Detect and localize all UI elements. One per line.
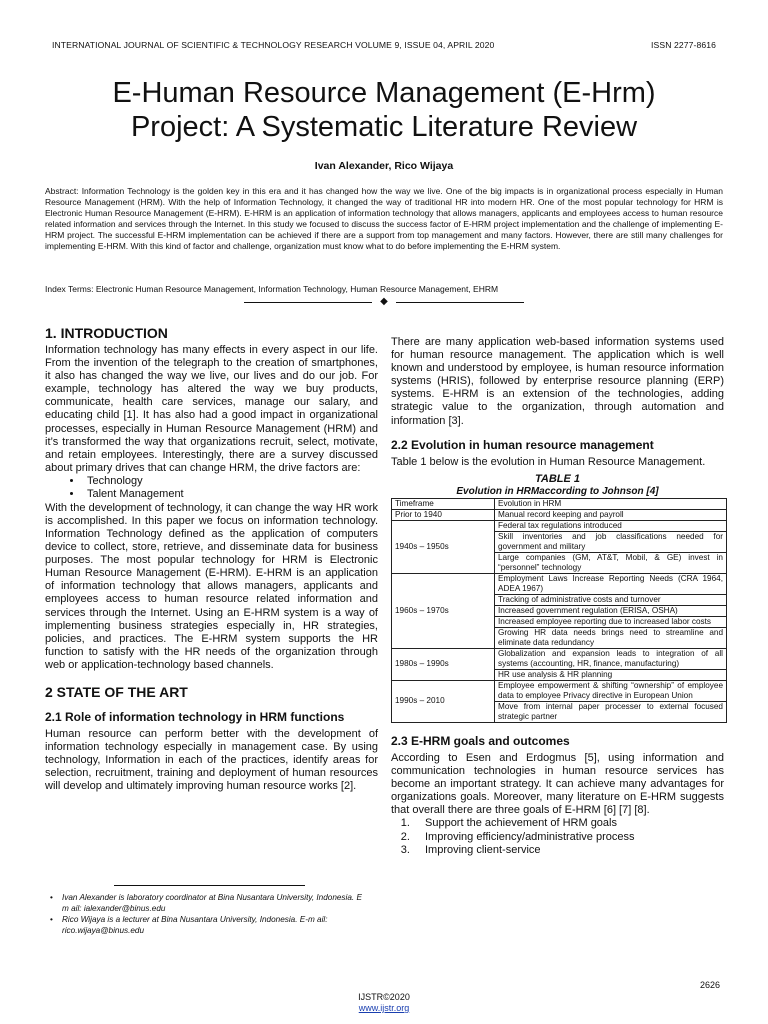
- column-header: Timeframe: [392, 498, 495, 509]
- section-2-heading: 2 STATE OF THE ART: [45, 683, 188, 700]
- evolution-cell: Move from internal paper processer to external focused strategic partner: [495, 701, 727, 722]
- table-row: [392, 680, 727, 701]
- copyright: IJSTR©2020: [358, 992, 410, 1002]
- section-1-heading: 1. INTRODUCTION: [45, 325, 168, 341]
- paper-title: [40, 76, 728, 144]
- table-row: [392, 573, 727, 594]
- diamond-icon: ◆: [380, 296, 388, 307]
- page-number: 2626: [700, 980, 721, 990]
- list-item: 1. Support the achievement of HRM goals: [413, 817, 724, 830]
- subsection-2-2-paragraph: Table 1 below is the evolution in Human Resource Management.: [391, 455, 706, 468]
- evolution-cell: Tracking of administrative costs and turnover: [495, 594, 727, 605]
- footnote: [48, 893, 370, 914]
- evolution-cell: HR use analysis & HR planning: [495, 669, 727, 680]
- evolution-cell: Federal tax regulations introduced: [495, 520, 727, 531]
- section-divider: [0, 297, 768, 307]
- table-row: [392, 520, 727, 531]
- evolution-cell: Increased employee reporting due to increased labor costs: [495, 616, 727, 627]
- abstract: Abstract: Information Technology is the golden key in this era and it has changed how the way we live. One of the big impacts is in organizational process especially in Human Resource Management (HRM). With the help of Information Technology, it changed the way of traditional HR into modern HR. One of the most popular technology for HRM is Electronic Human Resource Management (E-HRM). E-HRM is an application of information technology that allows managers, applicants and employees access to human resource related information and services through the Internet. In this study we focused to discuss the success factor of E-HRM project implementation and the challenge of implementing E-HRM project. The successful E-HRM implementation can be achieved if there are a support from top management and many factors. However, there are still many challenges for implementing E-HRM. With this kind of factor and challenge, organization must know what to do before implementing the E-HRM system.: [45, 186, 723, 251]
- footnote-text: Rico Wijaya is a lecturer at Bina Nusantara University, Indonesia. E-m ail: rico.wijaya@binus.edu: [62, 915, 328, 935]
- subsection-2-1-paragraph: Human resource can perform better with the development of information technology especially in management case. By using technology, Information in each of the practices, identify areas for selection, recruitment, training and deployment of human resources will develop and ultimately improving human resource works [2].: [45, 727, 378, 793]
- footnotes: [48, 893, 370, 937]
- goals-list: [391, 817, 724, 857]
- bullet-icon: •: [50, 893, 53, 902]
- timeframe-cell: 1940s – 1950s: [392, 520, 495, 573]
- evolution-cell: Globalization and expansion leads to integration of all systems (accounting, HR, finance, manufacturing): [495, 648, 727, 669]
- list-item: 2. Improving efficiency/administrative process: [413, 831, 724, 844]
- table-row: [392, 509, 727, 520]
- title-line-2: Project: A Systematic Literature Review: [130, 111, 638, 143]
- evolution-cell: Increased government regulation (ERISA, OSHA): [495, 605, 727, 616]
- evolution-cell: Manual record keeping and payroll: [495, 509, 727, 520]
- evolution-cell: Skill inventories and job classifications needed for government and military: [495, 531, 727, 552]
- table-subtitle: Evolution in HRMaccording to Johnson [4]: [456, 485, 659, 497]
- list-item: • Talent Management: [83, 488, 378, 501]
- evolution-cell: Employment Laws Increase Reporting Needs (CRA 1964, ADEA 1967): [495, 573, 727, 594]
- table-header-row: [392, 498, 727, 509]
- bullet-icon: •: [50, 915, 53, 925]
- drive-factors-list: [45, 475, 378, 502]
- footnote-rule: [114, 885, 305, 886]
- left-column: [45, 325, 378, 793]
- divider-line-left: [244, 302, 372, 303]
- page-footer: [0, 992, 768, 1014]
- subsection-2-3-heading: 2.3 E-HRM goals and outcomes: [391, 733, 570, 748]
- intro-paragraph-1: Information technology has many effects in every aspect in our life. From the invention of the telegraph to the creation of smartphones, it also has changed the way we live, our lives and do our job. For example, technology has altered the way we buy products, communicate, health care services, manage our salary, and educating child [1]. It has also had a good impact in organizational processes, especially in Human Resource Management (HRM) and it’s transformed the way that organizations recruit, select, motivate, and retain employees. Interestingly, there are a survey discussed about primary drives that can change HRM, the drive factors are:: [45, 344, 378, 474]
- subsection-2-2-heading: 2.2 Evolution in human resource management: [391, 437, 654, 452]
- evolution-cell: Growing HR data needs brings need to streamline and eliminate data redundancy: [495, 627, 727, 648]
- divider-line-right: [396, 302, 524, 303]
- evolution-cell: Large companies (GM, AT&T, Mobil, & GE) invest in “personnel” technology: [495, 552, 727, 573]
- table-caption: TABLE 1: [534, 472, 581, 485]
- timeframe-cell: 1990s – 2010: [392, 680, 495, 722]
- running-header: [52, 40, 716, 50]
- timeframe-cell: 1960s – 1970s: [392, 573, 495, 648]
- column-header: Evolution in HRM: [495, 498, 727, 509]
- timeframe-cell: 1980s – 1990s: [392, 648, 495, 680]
- evolution-cell: Employee empowerment & shifting “ownership” of employee data to employee Privacy directive in European Union: [495, 680, 727, 701]
- right-column: [391, 336, 724, 857]
- issn: ISSN 2277-8616: [651, 40, 716, 50]
- timeframe-cell: Prior to 1940: [392, 509, 495, 520]
- subsection-2-1-heading: 2.1 Role of information technology in HRM functions: [45, 709, 345, 724]
- title-line-1: E-Human Resource Management (E-Hrm): [112, 77, 656, 109]
- footnote: [48, 915, 370, 936]
- subsection-2-3-paragraph: According to Esen and Erdogmus [5], using information and communication technologies in human resource services has become an important strategy. It can achieve many advantages for organizations goals. Moreover, many literature on E-HRM suggests that overall there are three goals of E-HRM [6] [7] [8].: [391, 751, 724, 817]
- index-terms: Index Terms: Electronic Human Resource Management, Information Technology, Human Resource Management, EHRM: [45, 284, 499, 294]
- list-item: • Technology: [83, 475, 378, 488]
- web-based-systems-paragraph: There are many application web-based information systems used for human resource management. The application which is well known and understood by employee, is human resource information systems (HRIS), followed by enterprise resource planning (ERP) systems. E-HRM is an extension of the technologies, adding strategic value to the organization, through automation and information [3].: [391, 336, 724, 427]
- intro-paragraph-2: With the development of technology, it can change the way HR work is accomplished. In this paper we focus on information technology. Information Technology defined as the application of computers device to collect, store, retrieve, and disseminate data for business purposes. The most popular technology for HRM is Electronic Human Resource Management (E-HRM). E-HRM is an application of information technology that allows managers, applicants and employees access to human resource related information and services through the Internet. Using an E-HRM system is a way of implementing business strategies especially in, HR strategies, policies, and practices. The E-HRM system supports the HR function to satisfy with the HR needs of the organization through web or application-technology based channels.: [45, 501, 378, 671]
- authors: Ivan Alexander, Rico Wijaya: [314, 160, 454, 172]
- list-item: 3. Improving client-service: [413, 844, 724, 857]
- evolution-table: [391, 498, 727, 723]
- journal-url-link[interactable]: www.ijstr.org: [358, 1003, 410, 1013]
- footnote-text: Ivan Alexander is laboratory coordinator at Bina Nusantara University, Indonesia. E m ail: ialexander@binus.edu: [62, 893, 362, 913]
- table-row: [392, 648, 727, 669]
- journal-name: INTERNATIONAL JOURNAL OF SCIENTIFIC & TECHNOLOGY RESEARCH VOLUME 9, ISSUE 04, APRIL 2020: [52, 40, 495, 50]
